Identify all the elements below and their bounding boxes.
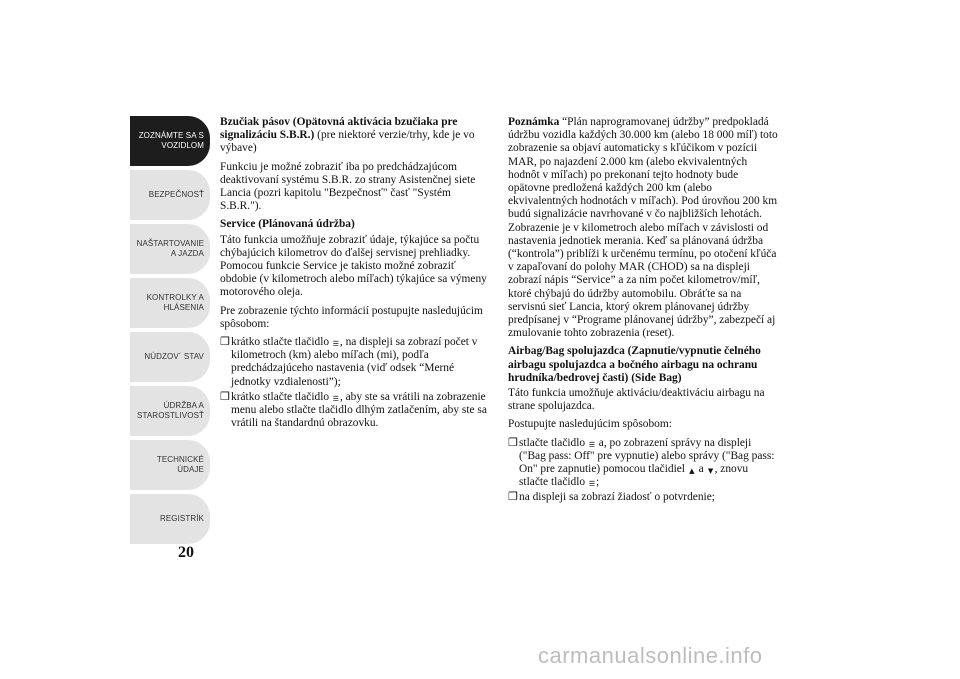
down-button-icon: ▼	[707, 467, 714, 476]
bullet-box-icon: ❒	[508, 436, 518, 449]
menu-button-icon: ☰	[332, 340, 340, 349]
tab-nastartovanie[interactable]: NAŠTARTOVANIE A JAZDA	[130, 224, 210, 274]
tab-kontrolky[interactable]: KONTROLKY A HLÁSENIA	[130, 278, 210, 328]
watermark: carmanualsonline.info	[538, 643, 763, 668]
bullet-box-icon: ❒	[220, 390, 230, 403]
note-text: “Plán naprogramovanej údržby” predpokladá údržbu vozidla každých 30.000 km (alebo 18 000 míľ) toto zobrazenie sa objaví automaticky s kľúčikom v pozícii MAR, po najazdení 2.000 km (alebo ekvivalentných hodnôt v míľach) po prekonaní tejto hodnoty bude opätovne predložená každých 200 km (alebo ekvivalentných hodnotách v míľach). Pod úrovňou 200 km budú signalizácie navrhované v čo najbližších lehotách. Zobrazenie je v kilometroch alebo míľach v závislosti od nastavenia jednotiek merania. Keď sa plánovaná údržba (“kontrola”) priblíži k určenému termínu, po otočení kľúča v zapaľovaní do polohy MAR (CHOD) sa na displeji zobrazí nápis “Service” a za ním počet kilometrov/míľ, ktoré chýbajú do údržby automobilu. Obráťte sa na servisnú sieť Lancia, ktorý okrem plánovanej údržby predpísanej v “Programe plánovanej údržby”, zabezpečí aj zmulovanie tohto zobrazenia (reset).	[508, 116, 778, 340]
menu-button-icon: ☰	[588, 480, 596, 489]
chapter-tabs	[130, 116, 210, 548]
menu-button-icon: ☰	[588, 440, 596, 449]
bullet-box-icon: ❒	[508, 491, 518, 504]
list-item: ❒ na displeji sa zobrazí žiadosť o potvrdenie;	[508, 491, 715, 504]
up-button-icon: ▲	[689, 467, 695, 476]
page-number: 20	[178, 544, 194, 561]
service-text-1: Táto funkcia umožňuje zobraziť údaje, týkajúce sa počtu chýbajúcich kilometrov do ďalšej servisnej prehliadky. Pomocou funkcie Service je takisto možné zobraziť obdobie (v kilometroch alebo míľach) týkajúce sa výmeny motorového oleja.	[220, 233, 487, 299]
list-item: ❒ krátko stlačte tlačidlo ☰, aby ste sa vrátili na zobrazenie menu alebo stlačte tlačidlo dlhým zatlačením, aby ste sa vrátili na štandardnú obrazovku.	[220, 390, 487, 430]
menu-button-icon: ☰	[332, 394, 340, 403]
airbag-heading: Airbag/Bag spolujazdca (Zapnutie/vypnutie čelného airbagu spolujazdca a bočného airbagu na ochranu hrudníka/bedrovej časti) (Side Bag)	[508, 345, 761, 384]
column-right	[508, 116, 780, 507]
bullet-box-icon: ❒	[220, 336, 230, 349]
tab-zoznamte-sa[interactable]: ZOZNÁMTE SA S VOZIDLOM	[130, 116, 210, 166]
sbr-note: (pre niektoré verzie/trhy, kde je vo výbave)	[220, 129, 475, 155]
sbr-text: Funkciu je možné zobraziť iba po predchádzajúcom deaktivovaní systému S.B.R. zo strany Asistenčnej siete Lancia (pozri kapitolu "Bezpečnosť" časť "Systém S.B.R.").	[220, 160, 476, 213]
list-item: ❒ krátko stlačte tlačidlo ☰, na displeji sa zobrazí počet v kilometroch (km) alebo míľach (mi), podľa predchádzajúceho nastavenia (viď odsek “Merné jednotky vzdialenosti”);	[220, 336, 478, 388]
service-text-2: Pre zobrazenie týchto informácií postupujte nasledujúcim spôsobom:	[220, 304, 483, 330]
tab-nudzovy-stav[interactable]: NÚDZOV´ STAV	[130, 332, 210, 382]
tab-technicke-udaje[interactable]: TECHNICKÉ ÚDAJE	[130, 440, 210, 490]
tab-registrik[interactable]: REGISTRÍK	[130, 494, 210, 544]
sbr-paragraph	[220, 116, 492, 156]
list-item: ❒ stlačte tlačidlo ☰ a, po zobrazení správy na displeji ("Bag pass: Off" pre vypnutie) alebo správy ("Bag pass: On" pre zapnutie) pomocou tlačidiel ▲ a ▼, znovu stlačte tlačidlo ☰;	[508, 436, 775, 489]
tab-udrzba[interactable]: ÚDRŽBA A STAROSTLIVOSŤ	[130, 386, 210, 436]
column-left	[220, 116, 492, 432]
airbag-text-1: Táto funkcia umožňuje aktiváciu/deaktiváciu airbagu na strane spolujazdca.	[508, 387, 765, 413]
airbag-text-2: Postupujte nasledujúcim spôsobom:	[508, 418, 672, 431]
tab-bezpecnost[interactable]: BEZPEČNOSŤ	[130, 170, 210, 220]
service-heading: Service (Plánovaná údržba)	[220, 218, 355, 231]
note-label: Poznámka	[508, 116, 560, 128]
note-paragraph	[508, 116, 780, 340]
sbr-heading: Bzučiak pásov (Opätovná aktivácia bzučiaka pre signalizáciu S.B.R.)	[220, 116, 458, 142]
